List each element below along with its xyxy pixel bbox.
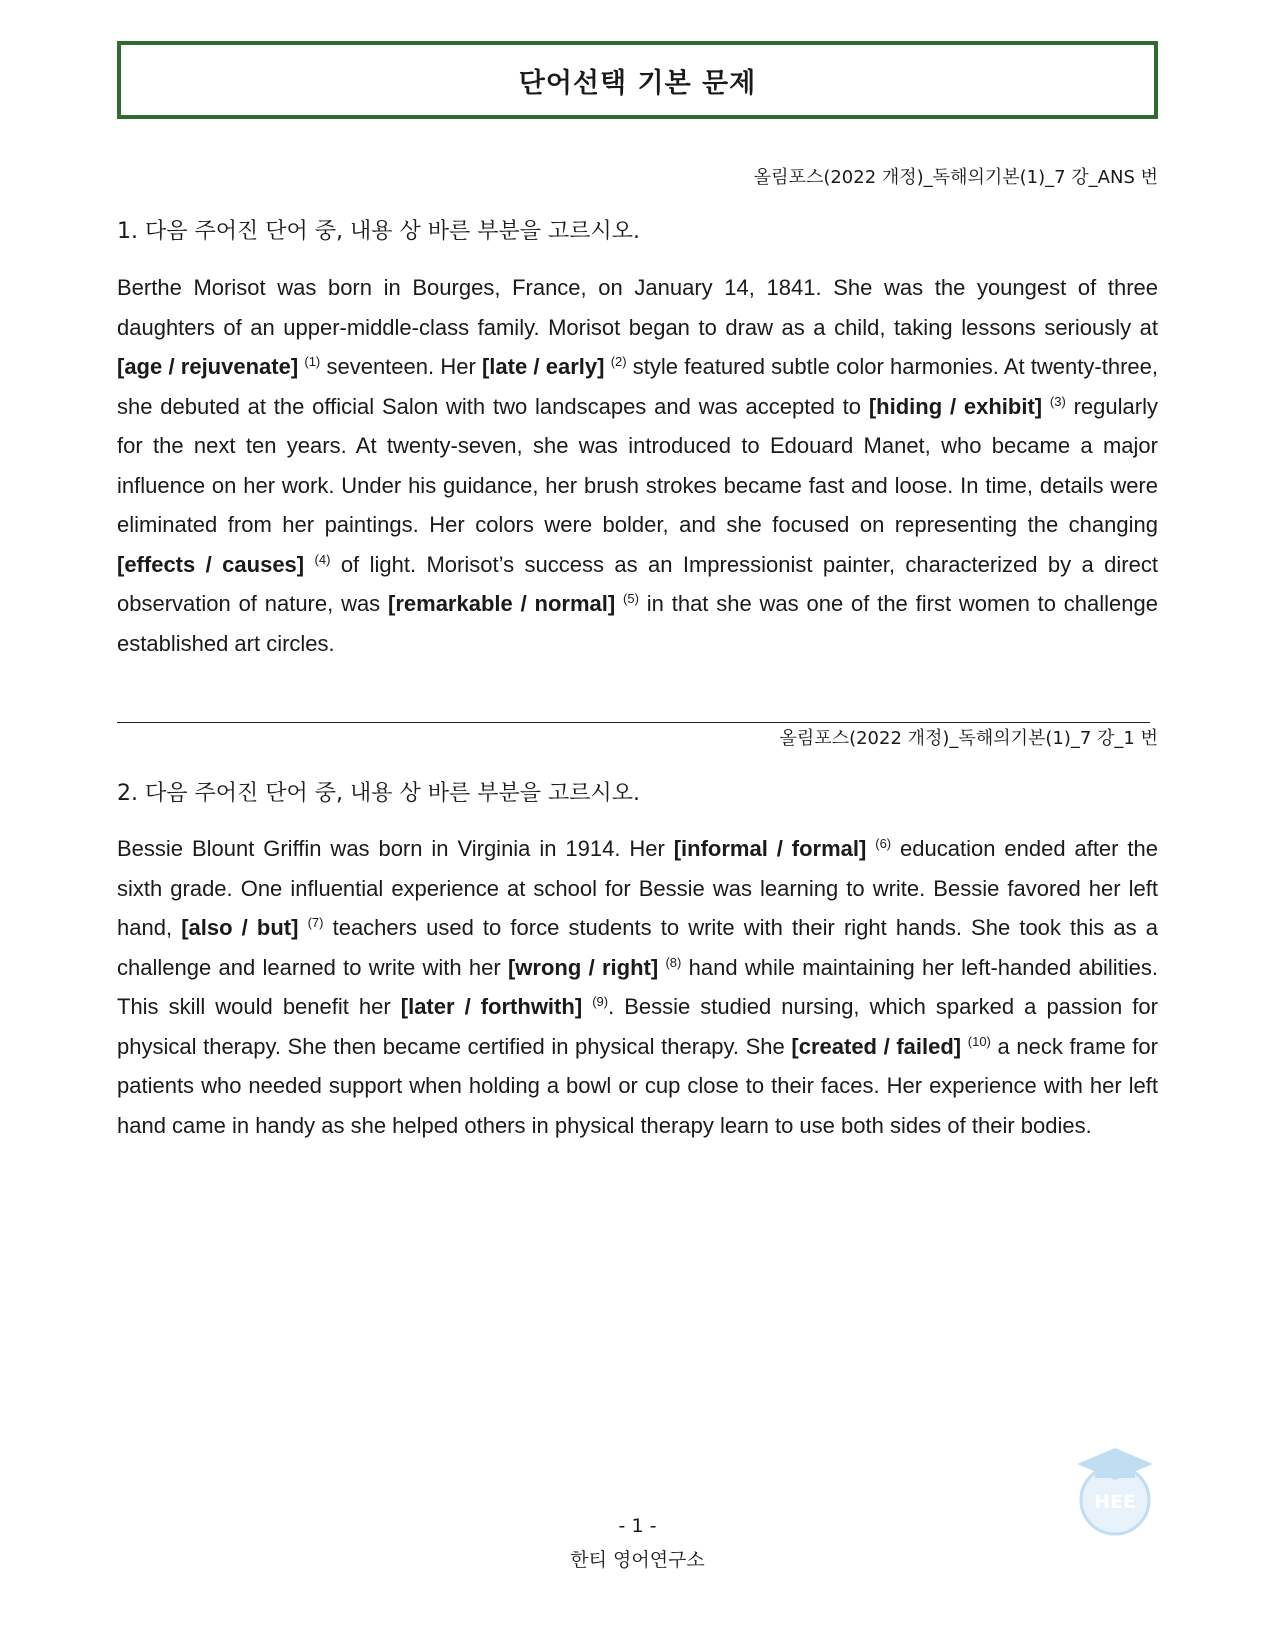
blank-number: (9)	[592, 994, 609, 1009]
page-title: 단어선택 기본 문제	[518, 67, 757, 99]
logo-text: HEE	[1094, 1491, 1136, 1513]
passage-1: Berthe Morisot was born in Bourges, France, on January 14, 1841. She was the youngest of three daughters of an upper-middle-class family. Morisot began to draw as a child, taking lessons seriously at [age / rejuvenate] $^{(1)}$ seventeen. Her [late / early] $^{(2)}$ style featured subtle color harmonies. At twenty-three, she debuted at the official Salon with two landscapes and was accepted to [hiding / exhibit] $^{(3)}$ regularly for the next ten years. At twenty-seven, she was introduced to Edouard Manet, who became a major influence on her work. Under his guidance, her brush strokes became fast and loose. In time, details were eliminated from her paintings. Her colors were bolder, and she focused on representing the changing [effects / causes] $^{(4)}$ of light. Morisot’s success as an Impressionist painter, characterized by a direct observation of nature, was [remarkable / normal] $^{(5)}$ in that she was one of the first women to challenge established art circles.	[117, 275, 1158, 656]
title-box	[117, 41, 1158, 119]
word-choice: [effects / causes]	[117, 551, 305, 577]
footer-org: 한티 영어연구소	[570, 1549, 705, 1571]
word-choice: [wrong / right]	[507, 954, 659, 980]
word-choice: [created / failed]	[791, 1033, 962, 1059]
word-choice: [late / early]	[481, 354, 605, 379]
question-1: 1. 다음 주어진 단어 중, 내용 상 바른 부분을 고르시오.	[117, 219, 640, 244]
blank-number: (4)	[314, 551, 331, 567]
word-choice: [remarkable / normal]	[388, 591, 616, 616]
blank-number: (8)	[665, 954, 682, 970]
blank-number: (5)	[623, 591, 639, 606]
blank-number: (1)	[304, 354, 321, 369]
blank-number: (2)	[610, 354, 627, 369]
question-2: 2. 다음 주어진 단어 중, 내용 상 바른 부분을 고르시오.	[117, 781, 640, 806]
blank-number: (7)	[307, 915, 324, 930]
page-number: - 1 -	[618, 1515, 657, 1537]
source-label-1: 올림포스(2022 개정)_독해의기본(1)_7 강_ANS 번	[753, 167, 1158, 188]
word-choice: [also / but]	[181, 915, 299, 940]
blank-number: (6)	[875, 836, 892, 851]
source-label-2: 올림포스(2022 개정)_독해의기본(1)_7 강_1 번	[779, 728, 1158, 749]
word-choice: [hiding / exhibit]	[868, 393, 1043, 419]
blank-number: (3)	[1049, 393, 1066, 409]
blank-number: (10)	[967, 1033, 991, 1049]
word-choice: [informal / formal]	[673, 836, 867, 861]
passage-2: Bessie Blount Griffin was born in Virginia in 1914. Her [informal / formal] $^{(6)}$ education ended after the sixth grade. One influential experience at school for Bessie was learning to write. Bessie favored her left hand, [also / but] $^{(7)}$ teachers used to force students to write with their right hands. She took this as a challenge and learned to write with her [wrong / right] $^{(8)}$ hand while maintaining her left-handed abilities. This skill would benefit her [later / forthwith] $^{(9)}$. Bessie studied nursing, which sparked a passion for physical therapy. She then became certified in physical therapy. She [created / failed] $^{(10)}$ a neck frame for patients who needed support when holding a bowl or cup close to their faces. Her experience with her left hand came in handy as she helped others in physical therapy learn to use both sides of their bodies.	[117, 836, 1159, 1138]
word-choice: [age / rejuvenate]	[117, 354, 299, 379]
section-divider	[117, 722, 1150, 723]
word-choice: [later / forthwith]	[400, 994, 583, 1019]
